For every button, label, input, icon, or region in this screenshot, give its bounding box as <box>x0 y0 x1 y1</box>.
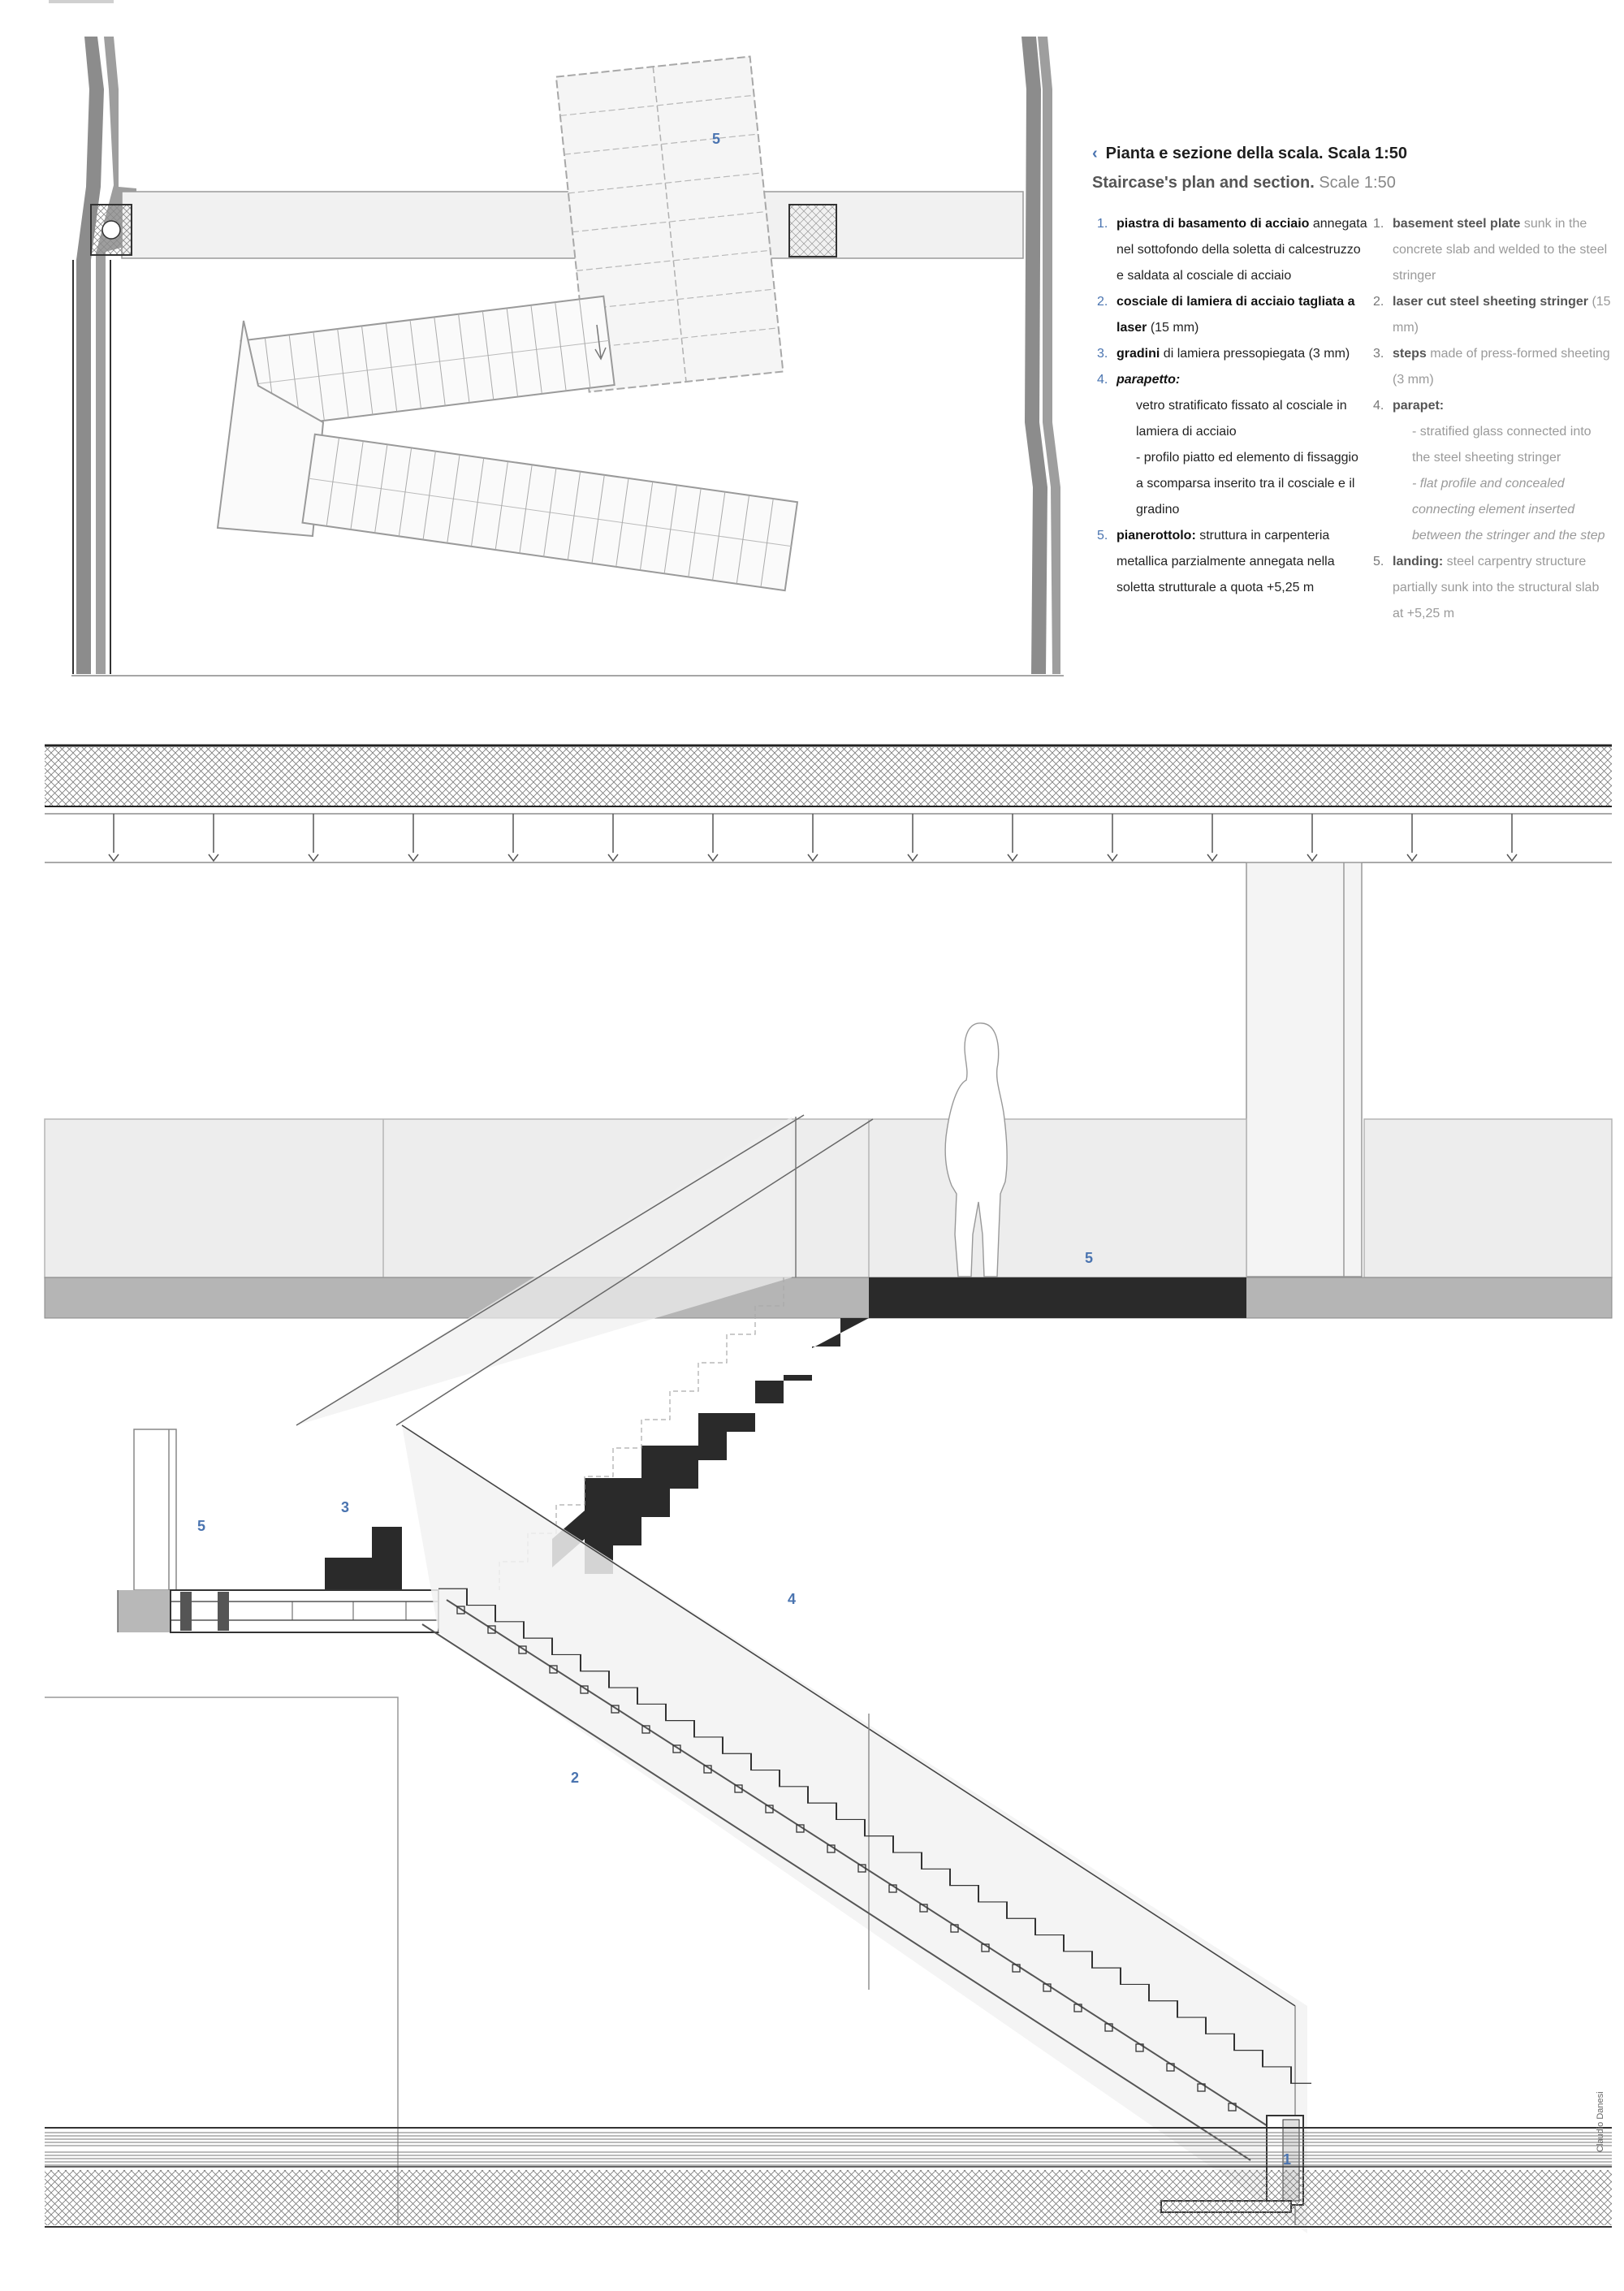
lower-landing <box>118 1590 438 1632</box>
legend-italian <box>1092 211 1368 601</box>
legend-it-item: 2. cosciale di lamiera di acciaio tagliata a laser (15 mm) <box>1097 295 1355 335</box>
legend-it-item: 5. pianerottolo: struttura in carpenteria metallica parzialmente annegata nella soletta strutturale a quota +5,25 m <box>1097 529 1335 594</box>
legend-en-item: 4. parapet: - stratified glass connected into the steel sheeting stringer - flat profile and concealed connecting element inserted between the stringer and the step <box>1368 393 1612 549</box>
legend-it-item: 4. parapetto: vetro stratificato fissato al cosciale in lamiera di acciaio - profilo piatto ed elemento di fissaggio a scomparsa inserito tra il cosciale e il gradino <box>1092 367 1368 523</box>
section-label-stringer: 2 <box>571 1770 580 1786</box>
legend-it-item: 1. piastra di basamento di acciaio annegata nel sottofondo della soletta di calcestruzzo e saldata al cosciale di acciaio <box>1097 217 1367 283</box>
staircase-plan-drawing <box>0 0 1088 698</box>
upper-glass-panels <box>45 1119 1612 1277</box>
steps-block <box>325 1527 402 1590</box>
legend-en-sub: - stratified glass connected into the steel sheeting stringer <box>1412 425 1592 465</box>
ground-slab <box>45 2128 1612 2227</box>
legend-en-item: 3. steps made of press-formed sheeting (3 mm) <box>1373 347 1610 387</box>
legend-en-sub: - flat profile and concealed connecting element inserted between the stringer and the step <box>1412 477 1605 542</box>
legend-it-sub: - profilo piatto ed elemento di fissaggio a scomparsa inserito tra il cosciale e il gradino <box>1136 451 1358 517</box>
legend-it-sub: vetro stratificato fissato al cosciale in lamiera di acciaio <box>1136 399 1347 439</box>
legend-en-item: 1. basement steel plate sunk in the concrete slab and welded to the steel stringer <box>1373 217 1608 283</box>
caption-arrow-icon: ‹ <box>1092 145 1098 162</box>
legend-english <box>1368 211 1612 627</box>
plan-right-wall <box>1021 37 1060 674</box>
upper-landing-steel <box>869 1277 1246 1318</box>
plan-label-landing: 5 <box>712 131 721 147</box>
legend-it-item: 3. gradini di lamiera pressopiegata (3 mm) <box>1097 347 1350 361</box>
legend <box>1092 145 1612 729</box>
section-label-landing-lower: 5 <box>197 1518 206 1534</box>
plan-lower-flight <box>303 434 797 590</box>
section-label-landing-upper: 5 <box>1085 1250 1094 1266</box>
legend-en-item: 2. laser cut steel sheeting stringer (15 mm) <box>1373 295 1611 335</box>
plan-left-wall <box>73 37 136 674</box>
legend-en-item: 5. landing: steel carpentry structure partially sunk into the structural slab at +5,25 m <box>1373 555 1600 620</box>
lower-parapet-glass <box>402 1425 1307 2233</box>
section-label-steps: 3 <box>341 1499 350 1515</box>
upper-floor-slab <box>45 1277 1612 1318</box>
plan-column-right <box>789 205 836 257</box>
section-label-parapet: 4 <box>788 1591 797 1607</box>
staircase-section-drawing <box>0 731 1624 2290</box>
caption-italian: ‹ Pianta e sezione della scala. Scala 1:50 <box>1092 145 1407 162</box>
ceiling-slab <box>45 746 1612 862</box>
caption-english: Staircase's plan and section. Scale 1:50 <box>1092 174 1396 192</box>
section-label-base-plate: 1 <box>1283 2151 1292 2168</box>
ceiling-hangers <box>109 814 1517 861</box>
photo-credit: Claudio Danesi <box>1596 2091 1605 2152</box>
